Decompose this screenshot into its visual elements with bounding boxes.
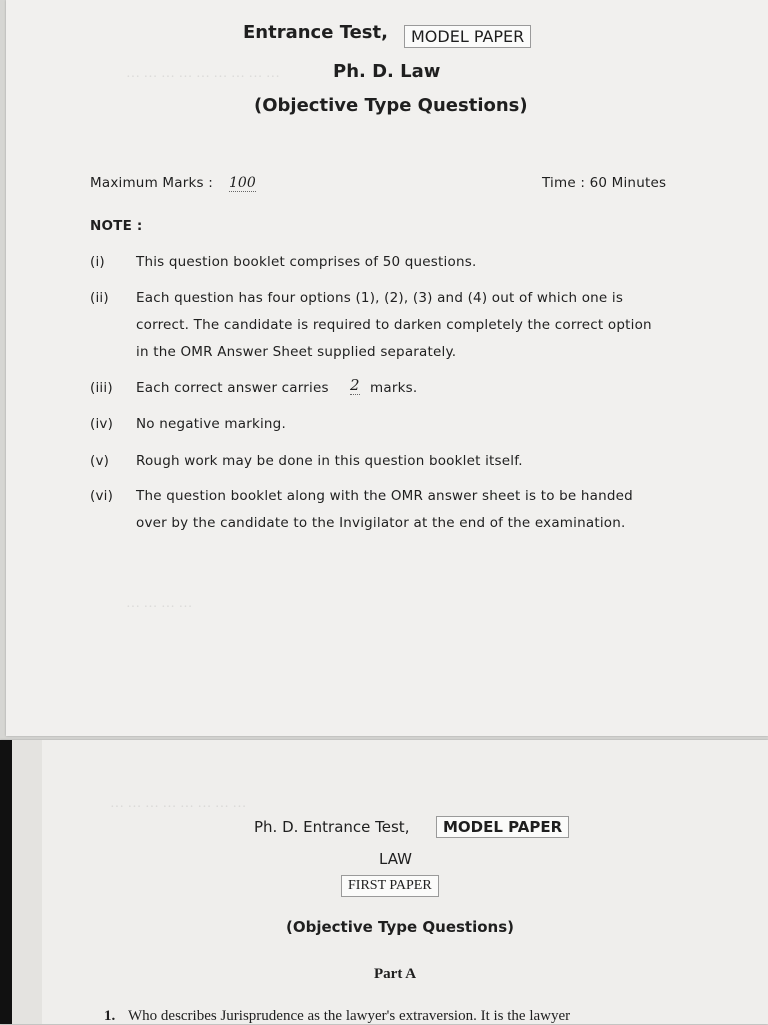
note-text: Each correct answer carries — [136, 380, 329, 396]
note-number: (ii) — [90, 290, 109, 306]
part-heading: Part A — [374, 966, 417, 982]
note-heading: NOTE : — [90, 218, 143, 234]
bleed-through-text: ··· ··· ··· ··· ··· ··· ··· ··· — [110, 800, 247, 815]
note-text: marks. — [370, 380, 418, 396]
bleed-through-text: ··· ··· ··· ··· ··· ··· ··· ··· ··· — [126, 70, 280, 85]
max-marks-value: 100 — [229, 175, 256, 191]
question-number: 1. — [104, 1008, 116, 1024]
page2-subtitle: (Objective Type Questions) — [286, 918, 515, 936]
note-text: This question booklet comprises of 50 questions. — [136, 254, 477, 270]
first-paper-tag: FIRST PAPER — [341, 875, 439, 897]
bleed-through-text: ··· ··· ··· ··· — [126, 600, 193, 615]
page2-subject: LAW — [379, 850, 412, 868]
scan-edge — [0, 740, 12, 1024]
note-text: in the OMR Answer Sheet supplied separately. — [136, 344, 457, 360]
title-prefix: Entrance Test, — [243, 22, 388, 43]
note-number: (iv) — [90, 416, 114, 432]
question-text: Who describes Jurisprudence as the lawyer's extraversion. It is the lawyer — [128, 1008, 571, 1024]
page-fold-edge — [12, 740, 42, 1024]
note-text: No negative marking. — [136, 416, 286, 432]
note-number: (v) — [90, 453, 110, 469]
max-marks-label: Maximum Marks : — [90, 175, 213, 191]
exam-cover-page — [6, 0, 768, 736]
note-number: (iii) — [90, 380, 113, 396]
page2-title-prefix: Ph. D. Entrance Test, — [254, 818, 410, 836]
first-paper-page — [0, 740, 768, 1024]
note-number: (i) — [90, 254, 105, 270]
note-text: over by the candidate to the Invigilator at the end of the examination. — [136, 515, 626, 531]
subject-title: Ph. D. Law — [333, 61, 441, 82]
marks-per-answer-value: 2 — [350, 376, 360, 394]
note-text: Rough work may be done in this question booklet itself. — [136, 453, 523, 469]
note-text: Each question has four options (1), (2), (3) and (4) out of which one is — [136, 290, 624, 306]
note-text: correct. The candidate is required to darken completely the correct option — [136, 317, 652, 333]
time-label: Time : 60 Minutes — [542, 175, 667, 191]
note-number: (vi) — [90, 488, 114, 504]
subtitle: (Objective Type Questions) — [254, 95, 528, 116]
note-text: The question booklet along with the OMR answer sheet is to be handed — [136, 488, 633, 504]
page2-model-paper-tag: MODEL PAPER — [436, 816, 569, 838]
model-paper-tag: MODEL PAPER — [404, 25, 531, 48]
